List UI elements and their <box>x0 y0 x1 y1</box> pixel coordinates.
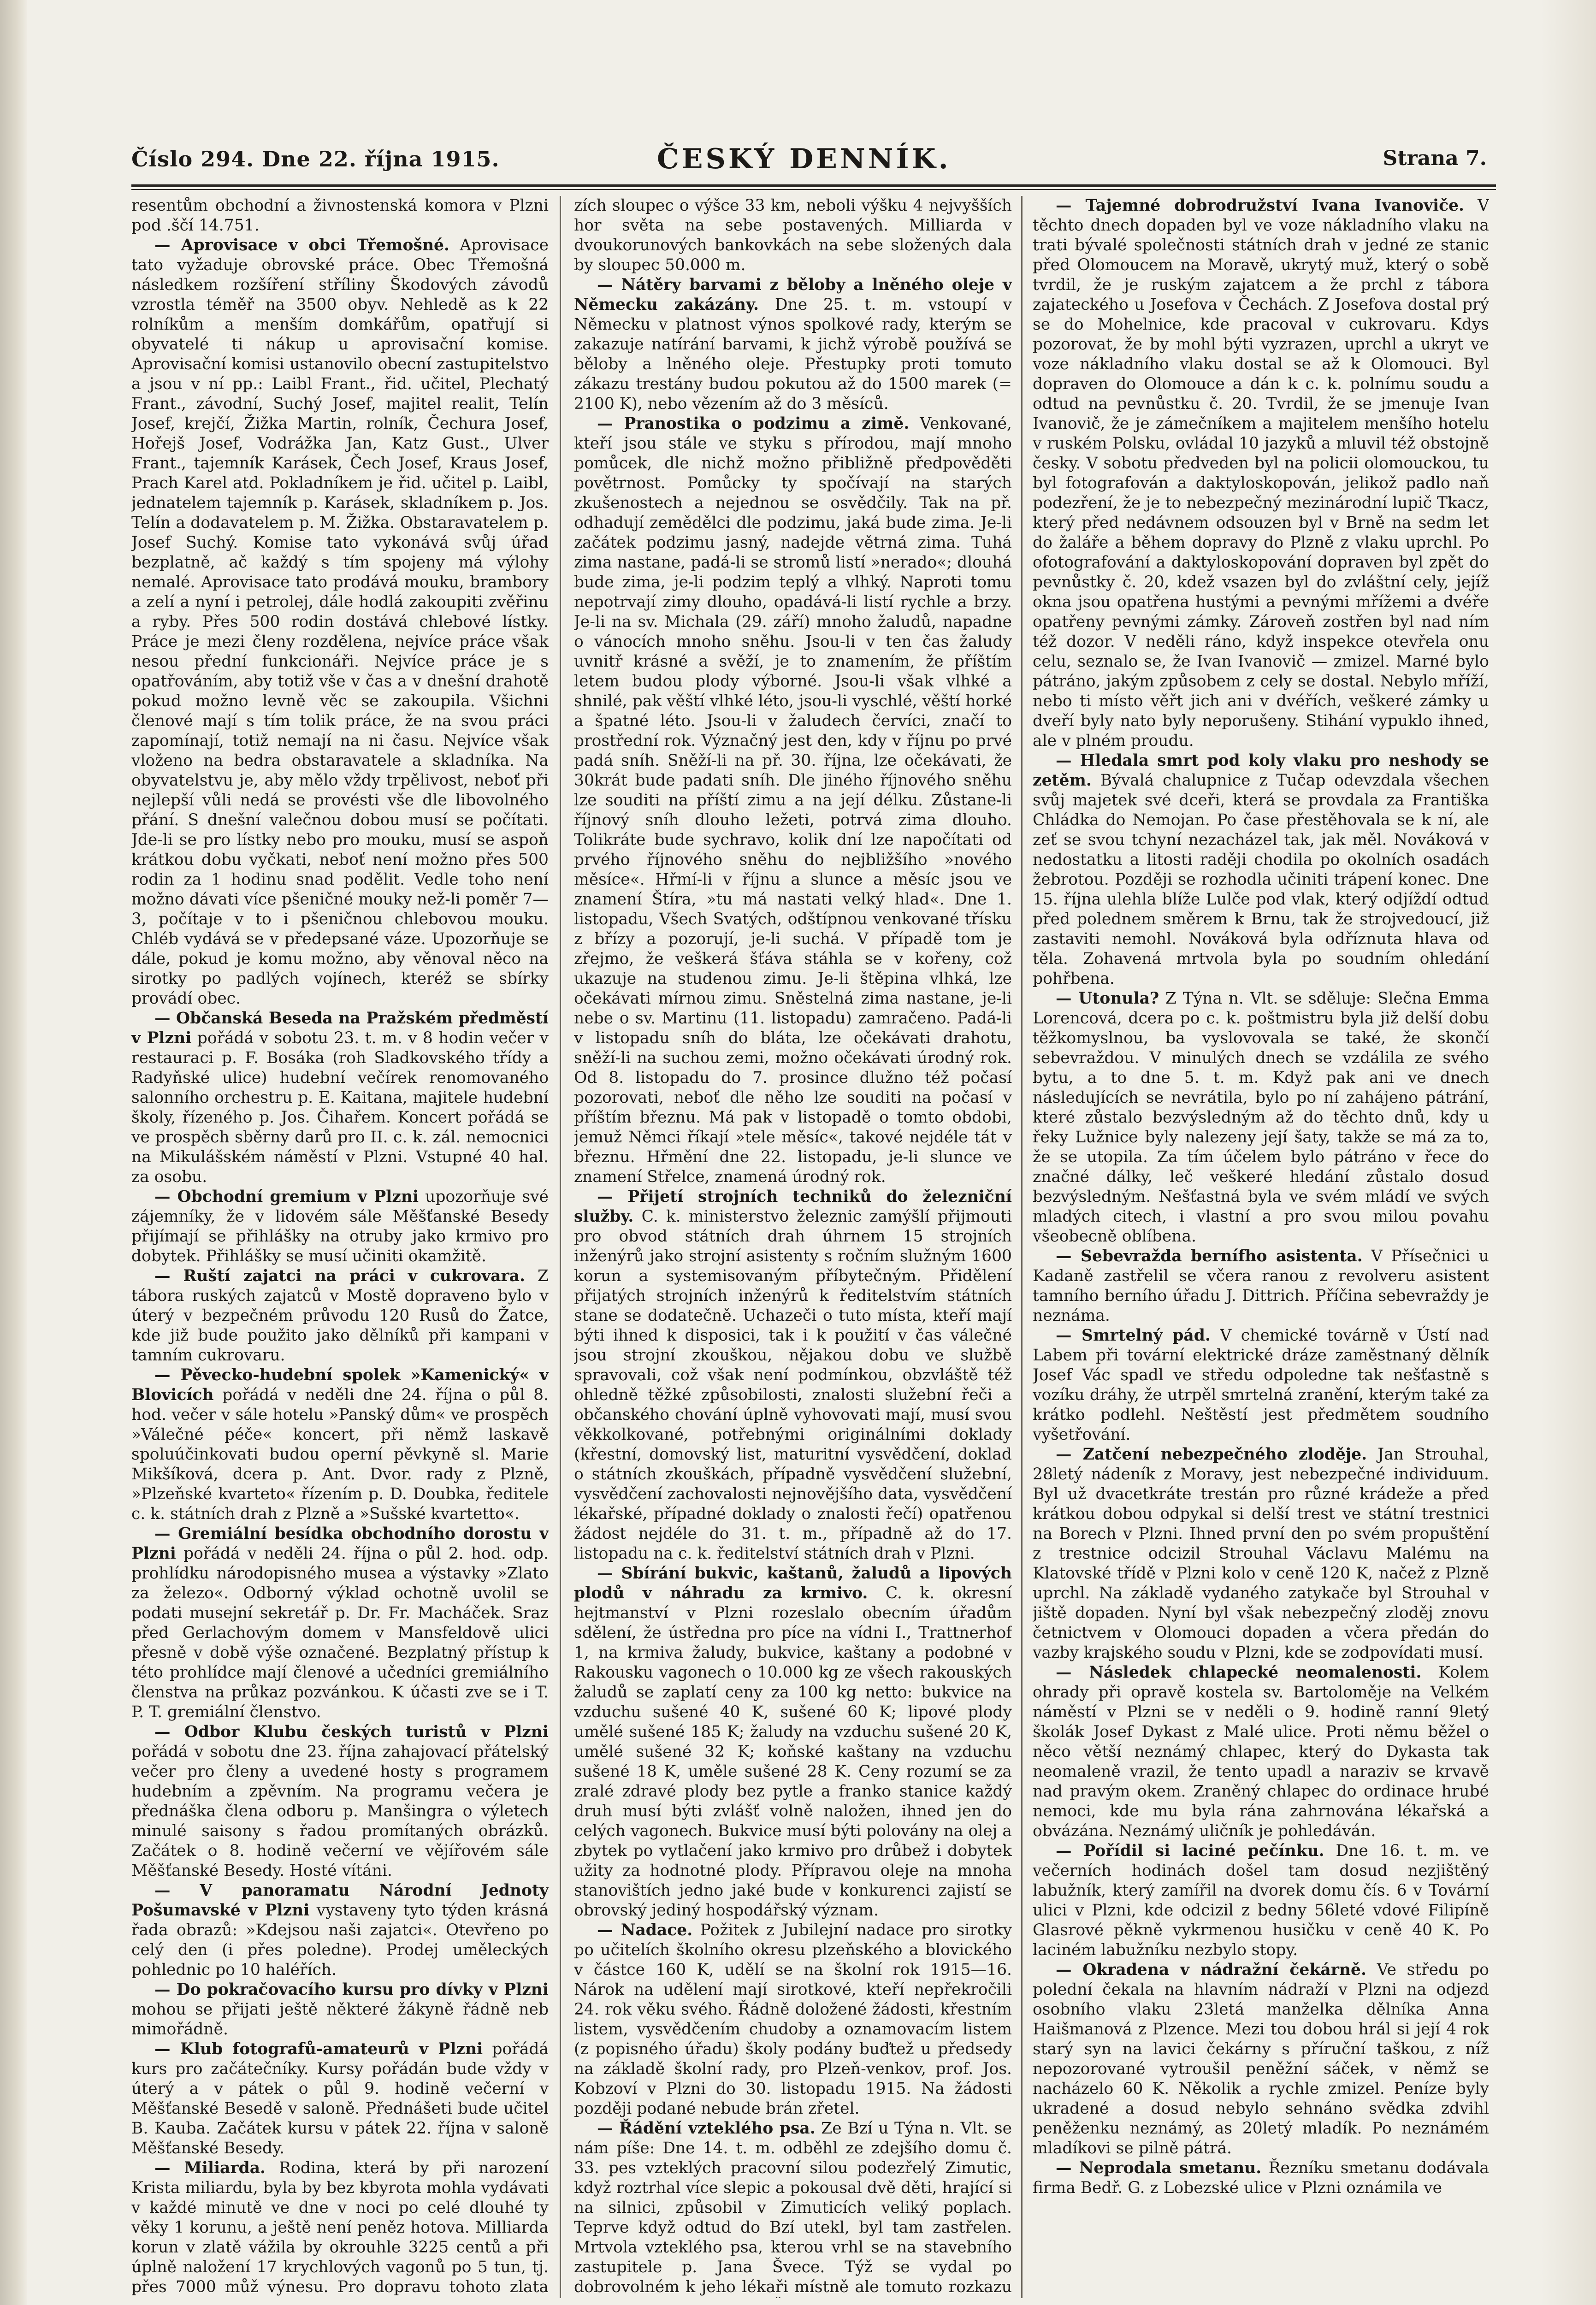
article-paragraph <box>574 1187 1012 1564</box>
article-body: V Přísečnici u Kadaně zastřelil se včera ranou z revolveru asistent tamního berního úřadu J. Dittrich. Příčina sebevraždy je neznáma. <box>1033 1247 1489 1325</box>
article-paragraph <box>1033 1960 1489 2158</box>
article-paragraph <box>131 1881 549 1980</box>
article-paragraph <box>131 1524 549 1722</box>
page-edge <box>1541 0 1596 2305</box>
article-headline: — Klub fotografů-amateurů v Plzni <box>154 2040 483 2058</box>
column-3 <box>1033 196 1489 2298</box>
article-body: Bývalá chalupnice z Tučap odevzdala všechen svůj majetek své dceři, která se provdala za Františka Chládka do Nemojan. Po čase přestěhovala se k ní, ale zeť se svou tchyní nezacházel tak, jak měl. Nováková v nedostatku a litosti raději chodila po okolních osadách žebrotou. Později se rozhodla učiniti trápení konec. Dne 15. října ulehla blíže Lulče pod vlak, který odjíždí odtud před polednem směrem k Brnu, tak že strojvedoucí, již zastaviti nemohl. Nováková byla odříznuta hlava od těla. Zohavená mrtvola byla po soudním ohledání pohřbena. <box>1033 771 1489 988</box>
article-paragraph <box>574 414 1012 1187</box>
article-paragraph <box>574 275 1012 414</box>
article-body: Rodina, která by při narození Krista miliardu, byla by bez kbyrota mohla vydávati v každé minutě ve dne v noci po celé dlouhé ty věky 1 korunu, a ještě není peněz hotova. Milliarda korun v zlatě vážila by okrouhle 3225 centů a při úplně naložení 17 krychlových vagonů po 5 tun, tj. přes 7000 můž výnesu. Pro dopravu tohoto zlata <box>131 2159 549 2296</box>
article-paragraph <box>1033 751 1489 989</box>
article-paragraph <box>131 2039 549 2158</box>
article-paragraph <box>1033 2158 1489 2198</box>
article-body: resentům obchodní a živnostenská komora v Plzni pod .ščí 14.751. <box>131 196 549 235</box>
article-headline: — V panoramatu Národní Jednoty Pošumavské v Plzni <box>131 1881 549 1920</box>
article-body: Aprovisace tato vyžaduje obrovské práce. Obec Třemošná následkem rozšíření stříliny Škodových závodů vzrostla téměř na 3500 obyv. Nehledě as k 22 rolníkům a menším domkářům, opatřují si obyvatelé ti nákup u aprovisační komise. Aprovisační komisi ustanovilo obecní zastupitelstvo a jsou v ní pp.: Laibl Frant., řid. učitel, Plechatý Frant., závodní, Suchý Josef, majitel realit, Telín Josef, krejčí, Žižka Martin, rolník, Čechura Josef, Hořejš Josef, Vodrážka Jan, Katz Gust., Ulver Frant., tajemník Karásek, Čech Josef, Kraus Josef, Prach Karel atd. Pokladníkem je řid. učitel p. Laibl, jednatelem tajemník p. Karásek, skladníkem p. Jos. Telín a dodavatelem p. M. Žižka. Obstaravatelem p. Josef Suchý. Komise tato vykonává svůj úřad bezplatně, ač každý s tím spojeny má výlohy nemalé. Aprovisace tato prodává mouku, brambory a zelí a nyní i petrolej, dále hodlá zakoupiti zvěřinu a ryby. Přes 500 rodin dostává chlebové lístky. Práce je mezi členy rozdělena, nejvíce práce však nesou přední funkcionáři. Nejvíce práce je s opatřováním, aby totiž vše v čas a v dnešní drahotě pokud možno levně věc se zakoupila. Všichni členové mají s tím tolik práce, že na svou práci zapomínají, totiž nemají na ni času. Nejvíce však vloženo na bedra obstaravatele a skladníka. Na obyvatelstvu je, aby mělo vždy trpělivost, neboť při nejlepší vůli nedá se provésti vše dle libovolného přání. S dnešní valečnou dobou musí se počítati. Jde-li se pro lístky nebo pro mouku, musí se aspoň krátkou dobu vyčkati, neboť není možno přes 500 rodin za 1 hodinu snad podělit. Vedle toho není možno dávati více pšeničné mouky než-li poměr 7—3, počítaje v to i pšeničnou chlebovou mouku. Chléb vydává se v předepsané váze. Upozorňuje se dále, pokud je komu možno, aby věnoval něco na sirotky po padlých vojínech, kteréž se sbírky provádí obec. <box>131 236 549 1008</box>
article-body: Ze Bzí u Týna n. Vlt. se nám píše: Dne 14. t. m. odběhl ze zdejšího domu č. 33. pes vzteklých pracovní silou podezřelý Zimutic, když roztrhal více slepic a pokousal dvě děti, hrající si na silnici, způsobil v Zimuticích veliký poplach. Teprve když odtud do Bzí utekl, byl tam zastřelen. Mrtvola vzteklého psa, kterou vrhl se na stavebního zastupitele p. Jana Švece. Týž se vydal po dobrovolném k jeho lékaři místně ale tomuto rozkazu <box>574 2119 1012 2296</box>
column-2 <box>574 196 1012 2298</box>
article-body: C. k. okresní hejtmanství v Plzni rozeslalo obecním úřadům sdělení, že ústředna pro píce na vídni I., Trattnerhof 1, na krmiva žaludy, bukvice, kaštany a podobné v Rakousku vagonech o 10.000 kg ze všech rakouských žaludů se zaplatí ceny za 100 kg netto: bukvice na vzduchu sušené 40 K, sušené 60 K; lipové plody umělé sušené 185 K; žaludy na vzduchu sušené 20 K, umělé sušené 32 K; koňské kaštany na vzduchu sušené 18 K, uměle sušené 28 K. Ceny rozumí se za zralé zdravé plody bez pytle a franko stanice každý druh musí býti zvlášť volně naložen, ihned jen do celých vagonech. Bukvice musí býti polovány na olej a zbytek po vytlačení jako krmivo pro drůbež i dobytek užity za hodnotné plody. Přípravou oleje na mnoha stanovištích jedno jaké bude v konkurenci zajistí se obrovský jediný hospodářský význam. <box>574 1584 1012 1920</box>
article-headline: — Gremiální besídka obchodního dorostu v Plzni <box>131 1525 549 1563</box>
article-headline: — Do pokračovacího kursu pro dívky v Plzni <box>154 1980 549 1999</box>
article-body: Ve středu po polední čekala na hlavním nádraží v Plzni na odjezd osobního vlaku 23letá manželka dělníka Anna Haišmanová z Plzence. Mezi tou dobou hrál si její 4 rok starý syn na lavici čekárny s příruční taškou, z níž nepozorované vytroušil peněžní sáček, v němž se nacházelo 60 K. Několik a rychle zmizel. Peníze byly ukradené a dosud nebylo sehnáno svědka zdvihl peněženku neznámý, as 20letý mladík. Po neznámém mladíkovi se pilně pátrá. <box>1033 1961 1489 2157</box>
article-paragraph <box>1033 1326 1489 1445</box>
article-body: pořádá v sobotu 23. t. m. v 8 hodin večer v restauraci p. F. Bosáka (roh Sladkovského třídy a Radyňské ulice) hudební večírek renomovaného salonního orchestru p. E. Kaitana, majitele hudební školy, řízeného p. Jos. Čihařem. Koncert pořádá se ve prospěch sběrny darů pro II. c. k. zál. nemocnici na Mikulášském náměstí v Plzni. Vstupné 40 hal. za osobu. <box>131 1029 549 1186</box>
article-body: Z tábora ruských zajatců v Mostě dopraveno bylo v úterý v bezpečném průvodu 120 Rusů do Žatce, kde již bude použito jako dělníků při kampani v tamním cukrovaru. <box>131 1267 549 1365</box>
article-body: V chemické továrně v Ústí nad Labem při tovární elektrické dráze zaměstnaný dělník Josef Vác spadl ve středu odpoledne tak nešťastně s vozíku dráhy, že utrpěl smrtelná zranění, kterým také za krátko podlehl. Neštěstí jest předmětem soudního vyšetřování. <box>1033 1326 1489 1444</box>
article-headline: — Sebevražda bernífho asistenta. <box>1056 1247 1363 1265</box>
binding-margin <box>0 0 27 2305</box>
article-paragraph <box>574 196 1012 275</box>
article-body: Z Týna n. Vlt. se sděluje: Slečna Emma Lorencová, dcera po c. k. poštmistru byla již delší dobu těžkomyslnou, ba vyslovovala se také, že skončí sebevraždou. V minulých dnech se vzdálila ze svého bytu, a to dne 5. t. m. Když pak ani ve dnech následujících se nevrátila, bylo po ní zahájeno pátrání, které zůstalo bezvýsledným až do těchto dnů, kdy u řeky Lužnice byly nalezeny její šaty, takže se má za to, že se utopila. Za tím účelem bylo pátráno v řece do značné dálky, leč veškeré hledání zůstalo dosud bezvýsledným. Nešťastná byla ve svém mládí ve svých mladých citech, i vlastní a pro svou milou povahu všeobecně oblíbena. <box>1033 989 1489 1246</box>
article-body: upozorňuje své zájemníky, že v lidovém sále Měšťanské Besedy přijímají se přihlášky na otruby jako krmivo pro dobytek. Přihlášky se musí učiniti okamžitě. <box>131 1188 549 1265</box>
column-divider <box>560 196 561 2298</box>
article-body: Kolem ohrady při opravě kostela sv. Bartoloměje na Velkém náměstí v Plzni se v neděli o 9. hodině ranní 9letý školák Josef Dykast z Malé ulice. Proti němu běžel o něco větší neznámý chlapec, který do Dykasta tak neomaleně vrazil, že tento upadl a naraziv se krvavě nad pravým okem. Zraněný chlapec do ordinace hrubé nemoci, kde mu byla rána zahrnována lékařská a obvázána. Neznámý uličník je pohledáván. <box>1033 1663 1489 1840</box>
article-paragraph <box>1033 1663 1489 1841</box>
article-body: V těchto dnech dopaden byl ve voze nákladního vlaku na trati bývalé společnosti státních drah v jedné ze stanic před Olomoucem na Moravě, ukrytý muž, který o sobě tvrdil, že je ruským zajatcem a že prchl z tábora zajateckého u Josefova v Čechách. Z Josefova dostal prý se do Mohelnice, kde pracoval v cukrovaru. Kdys pozorovat, že by mohl býti vyzrazen, uprchl a ukryt ve voze nákladního vlaku dostal se až k Olomouci. Byl dopraven do Olomouce a dán k c. k. polnímu soudu a odtud na pevnůstku č. 20. Tvrdil, že se jmenuje Ivan Ivanovič, že je zámečníkem a majitelem menšího hotelu v ruském Polsku, ovládal 10 jazyků a mluvil též obstojně česky. V sobotu předveden byl na policii olomouckou, tu byl fotografován a daktyloskopován, jelikož padlo naň podezření, že je to nebezpečný mezinárodní lupič Tkacz, který před nedávnem odsouzen byl v Brně na sedm let do žaláře a během dopravy do Plzně z vlaku uprchl. Po ofotografování a daktyloskopování dopraven byl zpět do pevnůstky č. 20, kdež vsazen byl do zvláštní cely, jejíž okna jsou opatřena hustými a pevnými mřížemi a dvéře opatřeny pevnými zámky. Zároveň zostřen byl nad ním též dozor. V neděli ráno, když inspekce otevřela onu celu, seznalo se, že Ivan Ivanovič — zmizel. Marné bylo pátráno, jakým způsobem z cely se dostal. Nebylo mříží, nebo ti místo věřt jich ani v dvéřích, veškeré zámky u dveří byly nato byly neporušeny. Stihání vypuklo ihned, ale v plném proudu. <box>1033 196 1489 750</box>
article-paragraph <box>131 236 549 1009</box>
page-header <box>131 143 1487 188</box>
article-paragraph <box>1033 1247 1489 1326</box>
article-paragraph <box>131 196 549 236</box>
article-paragraph <box>131 1722 549 1881</box>
article-paragraph <box>131 1009 549 1187</box>
article-headline: — Hledala smrt pod koly vlaku pro neshody se zetěm. <box>1033 751 1489 790</box>
article-headline: — Neprodala smetanu. <box>1056 2159 1262 2177</box>
article-headline: — Ruští zajatci na práci v cukrovara. <box>154 1267 526 1285</box>
article-headline: — Občanská Beseda na Pražském předměstí v Plzni <box>131 1009 549 1047</box>
article-body: mohou se přijati ještě některé žákyně řádně neb mimořádně. <box>131 2000 549 2039</box>
page-number: Strana 7. <box>1383 147 1487 170</box>
article-paragraph <box>574 1921 1012 2119</box>
article-body: zích sloupec o výšce 33 km, neboli výšku 4 nejvyšších hor světa na sebe postavených. Milliarda v dvoukorunových bankovkách na sebe složených dala by sloupec 50.000 m. <box>574 196 1012 274</box>
article-headline: — Nadace. <box>597 1921 693 1939</box>
article-paragraph <box>131 1266 549 1365</box>
article-paragraph <box>1033 1445 1489 1663</box>
article-body: Požitek z Jubilejní nadace pro sirotky po učitelích školního okresu plzeňského a blovického v částce 160 K, udělí se na školní rok 1915—16. Nárok na udělení mají sirotkové, kteří nepřekročili 24. rok věku svého. Řádně doložené žádosti, křestním listem, vysvědčením chudoby a oznamovacím listem (z popisného úřadu) školy podány buďtež u předsedy na základě školní rady, pro Plzeň-venkov, prof. Jos. Kobzoví v Plzni do 30. listopadu 1915. Na žádosti později podané nebude brán zřetel. <box>574 1921 1012 2118</box>
header-rule-thin <box>131 189 1496 190</box>
article-headline: — Miliarda. <box>154 2159 266 2177</box>
article-body: Venkované, kteří jsou stále ve styku s přírodou, mají mnoho pomůcek, dle nichž možno přibližně předpověděti povětrnost. Pomůcky ty spočívají na starých zkušenostech a nejednou se osvědčily. Tak na př. odhadují zemědělci dle podzimu, jaká bude zima. Je-li začátek podzimu jasný, nadejde větrná zima. Tuhá zima nastane, padá-li se stromů listí »nerado«; dlouhá bude zima, je-li podzim teplý a vlhký. Naproti tomu nepotrvají zimy dlouho, opadává-li listí rychle a brzy. Je-li na sv. Michala (29. září) mnoho žaludů, napadne o vánocích mnoho sněhu. Jsou-li v ten čas žaludy uvnitř krásné a svěží, je to znamením, že příštím letem budou plody výborné. Jsou-li však vlhké a shnilé, pak věští vlhké léto, jsou-li vyschlé, věští horké a špatné léto. Jsou-li v žaludech červíci, značí to prostřední rok. Význačný jest den, kdy v říjnu po prvé padá sníh. Sněží-li na př. 30. října, lze očekávati, že 30krát bude padati sníh. Dle jiného říjnového sněhu lze souditi na příští zimu a na její délku. Zůstane-li říjnový sníh dlouho ležeti, potrvá zima dlouho. Tolikráte bude sychravo, kolik dní lze napočítati od prvého říjnového sněhu do nejbližšího »nového měsíce«. Hřmí-li v říjnu a slunce a měsíc jsou ve znamení Štíra, »tu má nastati velký hlad«. Dne 1. listopadu, Všech Svatých, odštípnou venkované třísku z břízy a pozorují, je-li suchá. V případě tom je zřejmo, že veškerá šťáva stáhla se v kořeny, což ukazuje na studenou zimu. Je-li štěpina vlhká, lze očekávati mírnou zimu. Sněstelná zima nastane, je-li nebe o sv. Martinu (11. listopadu) zamračeno. Padá-li v listopadu sníh do bláta, lze očekávati drahotu, sněží-li na suchou zemi, možno očekávati úrodný rok. Od 8. listopadu do 7. prosince dlužno též počasí pozorovati, neboť dle něho lze souditi na počasí v příštím březnu. Má pak v listopadě o tomto obdobi, jemuž Němci říkají »tele měsíc«, takové nejdéle tát v březnu. Hřmění dne 22. listopadu, je-li slunce ve znamení Střelce, znamená úrodný rok. <box>574 414 1012 1186</box>
newspaper-title: ČESKÝ DENNÍK. <box>657 143 951 175</box>
article-paragraph <box>574 1564 1012 1921</box>
article-body: C. k. ministerstvo železnic zamýšlí přijmouti pro obvod státních drah úhrnem 15 strojních inženýrů jako strojní asistenty s ročním služným 1600 korun a systemisovaným příbytečným. Přidělení přijatých strojních inženýrů k ředitelstvím státních stane se dodatečně. Uchazeči o tuto místa, kteří mají býti ihned k disposici, tak i k použití v čas válečné jsou strojní zkouškou, nějakou dobu ve službě spravovali, což však není podmínkou, obzvláště též ohledně těžké způsobilosti, znalosti služební řeči a občanského chování úplně vyhovovati mají, musí svou věkkolkované, potřebnými originálními doklady (křestní, domovský list, maturitní vysvědčení, doklad o státních zkouškách, případně vysvědčení služební, vysvědčení zachovalosti nejnovějšího data, vysvědčení lékařské, případné doklady o znalosti řečí) opatřenou žádost nejdéle do 31. t. m., případně až do 17. listopadu na c. k. ředitelství státních drah v Plzni. <box>574 1207 1012 1563</box>
article-body: Jan Strouhal, 28letý nádeník z Moravy, jest nebezpečné individuum. Byl už dvacetkráte trestán pro různé krádeže a před krátkou dobou odpykal si delší trest ve státní trestnici na Borech v Plzni. Ihned první den po svém propuštění z trestnice odcizil Strouhal Václavu Malému na Klatovské třídě v Plzni kolo v ceně 120 K, načež z Plzně uprchl. Na základě vydaného zatykače byl Strouhal v jiště dopaden. Nyní byl však nebezpečný zloděj znovu četnictvem v Olomouci dopaden a včera předán do vazby krajského soudu v Plzni, kde se zodpovídati musí. <box>1033 1445 1489 1662</box>
article-paragraph <box>131 1980 549 2039</box>
article-paragraph <box>1033 1841 1489 1960</box>
article-headline: — Aprovisace v obci Třemošné. <box>154 236 449 254</box>
article-body: Řezníku smetanu dodávala firma Bedř. G. z Lobezské ulice v Plzni oznámila ve <box>1033 2159 1489 2197</box>
article-headline: — Obchodní gremium v Plzni <box>154 1188 419 1206</box>
article-paragraph <box>574 2119 1012 2298</box>
article-headline: — Okradena v nádražní čekárně. <box>1056 1961 1366 1979</box>
article-paragraph <box>131 1187 549 1266</box>
article-paragraph <box>1033 989 1489 1247</box>
article-body: vystaveny tyto týden krásná řada obrazů: »Kdejsou naši zajatci«. Otevřeno po celý den (i přes poledne). Prodej uměleckých pohlednic po 10 haléřích. <box>131 1901 549 1979</box>
article-body: Dne 25. t. m. vstoupí v Německu v platnost výnos spolkové rady, kterým se zakazuje natírání barvami, k jichž výrobě používá se běloby a lněného oleje. Přestupky proti tomuto zákazu trestány budou pokutou až do 1500 marek (= 2100 K), nebo vězením až do 3 měsíců. <box>574 296 1012 413</box>
column-1 <box>131 196 549 2298</box>
article-body: pořádá kurs pro začátečníky. Kursy pořádán bude vždy v úterý a v pátek o půl 9. hodině večerní v Měšťanské Besedě v saloně. Přednášeti bude učitel B. Kauba. Začátek kursu v pátek 22. října v saloně Měšťanské Besedy. <box>131 2040 549 2157</box>
article-body: Dne 16. t. m. ve večerních hodinách došel tam dosud nezjištěný labužník, který zamířil na dvorek domu čís. 6 v Tovární ulici v Plzni, kde odcizil z bedny 56leté vdové Filipíně Glasrové pěkně vykrmenou husičku v ceně 40 K. Po laciném labužníku nezbylo stopy. <box>1033 1842 1489 1959</box>
article-body: pořádá v neděli 24. října o půl 2. hod. odp. prohlídku národopisného musea a výstavky »Zlato za železo«. Odborný výklad ochotně uvolil se podati musejní sekretář p. Dr. Fr. Macháček. Sraz před Gerlachovým domem v Mansfeldově ulici přesně v době výše označené. Bezplatný přístup k této prohlídce mají členové a učedníci gremiálního členstva na průkaz pozvánkou. K účasti zve se i T. P. T. gremiální členstvo. <box>131 1544 549 1721</box>
article-paragraph <box>1033 196 1489 751</box>
article-headline: — Pořídil si laciné pečínku. <box>1056 1842 1324 1860</box>
article-headline: — Smrtelný pád. <box>1056 1326 1211 1345</box>
article-headline: — Řádění vzteklého psa. <box>597 2119 816 2138</box>
article-headline: — Pěvecko-hudební spolek »Kamenický« v Blovicích <box>131 1366 549 1404</box>
article-headline: — Nátěry barvami z běloby a lněného oleje v Německu zakázány. <box>574 276 1012 314</box>
article-paragraph <box>131 1365 549 1524</box>
article-body: pořádá v sobotu dne 23. října zahajovací přátelský večer pro členy a uvedené hosty s programem hudebním a zpěvním. Na programu večera je přednáška člena odboru p. Manšingra o výletech minulé saisony s řadou promítaných obrázků. Začátek o 8. hodině večerní ve vějířovém sále Měšťanské Besedy. Hosté vítáni. <box>131 1743 549 1880</box>
column-divider <box>1021 196 1023 2298</box>
header-rule <box>131 184 1496 187</box>
article-paragraph <box>131 2158 549 2298</box>
article-headline: — Následek chlapecké neomalenosti. <box>1056 1663 1422 1682</box>
article-headline: — Přijetí strojních techniků do železniční služby. <box>574 1188 1012 1226</box>
article-headline: — Odbor Klubu českých turistů v Plzni <box>154 1723 549 1741</box>
article-body: pořádá v neděli dne 24. října o půl 8. hod. večer v sále hotelu »Panský dům« ve prospěch »Válečné péče« koncert, při němž laskavě spoluúčinkovati budou operní pěvkyně sl. Marie Mikšíková, dcera p. Ant. Dvor. rady z Plzně, »Plzeňské kvarteto« řízením p. D. Doubka, ředitele c. k. státních drah z Plzně a »Sušské kvartetto«. <box>131 1386 549 1523</box>
article-headline: — Sbírání bukvic, kaštanů, žaludů a lipových plodů v náhradu za krmivo. <box>574 1564 1012 1602</box>
article-headline: — Utonula? <box>1056 989 1159 1008</box>
article-headline: — Tajemné dobrodružství Ivana Ivanoviče. <box>1056 196 1465 215</box>
article-headline: — Zatčení nebezpečného zloděje. <box>1056 1445 1367 1464</box>
issue-date: Číslo 294. Dne 22. října 1915. <box>131 147 500 171</box>
article-headline: — Pranostika o podzimu a zimě. <box>597 414 910 433</box>
